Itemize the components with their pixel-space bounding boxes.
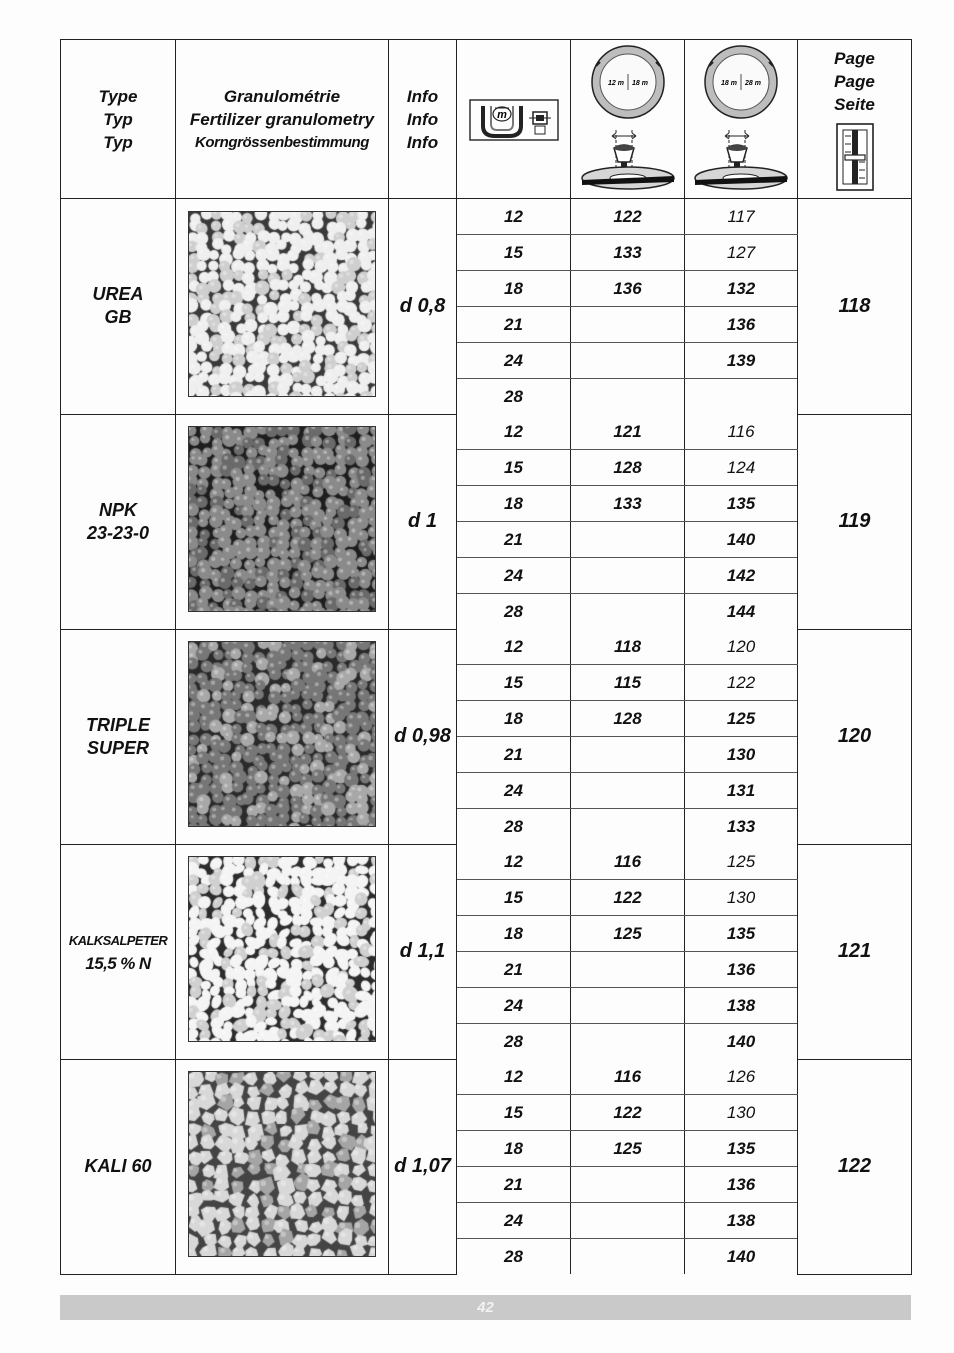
setting-disc-12-18-value: 122 <box>571 1095 685 1131</box>
granule-photo <box>188 856 376 1042</box>
setting-disc-12-18-value: 121 <box>571 414 685 450</box>
fertilizer-type-name: 15,5 % N <box>85 953 151 973</box>
page-number: 42 <box>477 1299 494 1316</box>
working-width-value: 18 <box>457 701 571 737</box>
granule-photo-cell <box>176 414 389 629</box>
working-width-value: 12 <box>457 629 571 665</box>
setting-disc-18-28-value: 130 <box>685 1095 798 1131</box>
setting-disc-18-28-value: 142 <box>685 558 798 594</box>
working-width-value: 28 <box>457 594 571 630</box>
setting-disc-12-18-value <box>571 1024 685 1060</box>
fertilizer-type-name: KALI 60 <box>84 1156 152 1176</box>
spreading-disc-18-28-icon <box>689 44 793 194</box>
granule-photo <box>188 211 376 397</box>
setting-disc-12-18-value <box>571 809 685 845</box>
setting-disc-12-18-value <box>571 1167 685 1203</box>
granule-photo-cell <box>176 1059 389 1274</box>
setting-disc-18-28-value: 126 <box>685 1059 798 1095</box>
setting-disc-12-18-value <box>571 379 685 415</box>
granule-photo-cell <box>176 199 389 415</box>
table-row <box>61 1059 912 1095</box>
setting-disc-12-18-value <box>571 1203 685 1239</box>
working-width-value: 24 <box>457 988 571 1024</box>
type-header: Type Typ Typ <box>61 40 176 199</box>
setting-disc-12-18-value <box>571 1239 685 1275</box>
disc-18-28-header <box>685 40 798 199</box>
setting-disc-18-28-value: 140 <box>685 1239 798 1275</box>
working-width-value: 15 <box>457 235 571 271</box>
table-row <box>61 844 912 880</box>
working-width-value: 21 <box>457 307 571 343</box>
setting-disc-18-28-value: 135 <box>685 916 798 952</box>
setting-disc-12-18-value: 118 <box>571 629 685 665</box>
page-reference: 120 <box>798 629 912 844</box>
page-reference: 119 <box>798 414 912 629</box>
fertilizer-type-cell <box>61 199 176 415</box>
working-width-value: 12 <box>457 1059 571 1095</box>
granule-size-info: d 0,8 <box>389 199 457 415</box>
fertilizer-type-name: 23-23-0 <box>86 522 150 543</box>
granule-photo <box>188 1071 376 1257</box>
fertilizer-type-name: SUPER <box>86 737 149 758</box>
granule-photo <box>188 641 376 827</box>
setting-disc-18-28-value: 120 <box>685 629 798 665</box>
info-header: Info Info Info <box>389 40 457 199</box>
setting-disc-18-28-value: 125 <box>685 844 798 880</box>
disc-12-18-header <box>571 40 685 199</box>
setting-disc-12-18-value: 125 <box>571 916 685 952</box>
fertilizer-setting-table <box>60 39 912 1275</box>
working-width-value: 15 <box>457 1095 571 1131</box>
setting-disc-12-18-value <box>571 558 685 594</box>
table-row <box>61 629 912 665</box>
setting-disc-12-18-value <box>571 594 685 630</box>
granule-size-info: d 1,07 <box>389 1059 457 1274</box>
setting-disc-12-18-value: 133 <box>571 486 685 522</box>
setting-disc-18-28-value: 144 <box>685 594 798 630</box>
table-body <box>61 199 912 1275</box>
setting-disc-18-28-value: 130 <box>685 737 798 773</box>
svg-text:12 m: 12 m <box>607 80 624 87</box>
page-footer <box>60 1295 911 1320</box>
page-reference: 118 <box>798 199 912 415</box>
setting-disc-18-28-value: 140 <box>685 522 798 558</box>
setting-disc-18-28-value: 117 <box>685 199 798 235</box>
working-width-value: 28 <box>457 1239 571 1275</box>
setting-disc-18-28-value: 132 <box>685 271 798 307</box>
setting-disc-12-18-value: 133 <box>571 235 685 271</box>
fertilizer-type-cell <box>61 1059 176 1274</box>
setting-disc-18-28-value: 122 <box>685 665 798 701</box>
fertilizer-type-cell <box>61 844 176 1059</box>
setting-disc-18-28-value: 133 <box>685 809 798 845</box>
working-width-value: 21 <box>457 737 571 773</box>
working-width-value: 18 <box>457 1131 571 1167</box>
setting-disc-18-28-value: 136 <box>685 952 798 988</box>
setting-disc-12-18-value: 116 <box>571 1059 685 1095</box>
fertilizer-type-cell <box>61 414 176 629</box>
setting-disc-18-28-value: 139 <box>685 343 798 379</box>
spreading-disc-12-18-icon <box>576 44 680 194</box>
working-width-value: 24 <box>457 1203 571 1239</box>
setting-disc-12-18-value <box>571 773 685 809</box>
setting-disc-18-28-value: 125 <box>685 701 798 737</box>
working-width-value: 24 <box>457 558 571 594</box>
setting-table-sheet <box>60 39 911 1266</box>
working-width-value: 18 <box>457 271 571 307</box>
setting-disc-18-28-value: 127 <box>685 235 798 271</box>
fertilizer-type-cell <box>61 629 176 844</box>
working-width-header <box>457 40 571 199</box>
page-reference: 122 <box>798 1059 912 1274</box>
svg-text:18 m: 18 m <box>631 80 648 87</box>
setting-disc-18-28-value: 136 <box>685 307 798 343</box>
granule-photo-cell <box>176 844 389 1059</box>
fertilizer-type-name: GB <box>104 307 132 328</box>
fertilizer-type-name: KALKSALPETER <box>68 932 168 948</box>
table-row <box>61 199 912 235</box>
granule-photo <box>188 426 376 612</box>
header-row <box>61 40 912 199</box>
working-width-value: 15 <box>457 880 571 916</box>
setting-disc-12-18-value <box>571 307 685 343</box>
setting-disc-18-28-value: 136 <box>685 1167 798 1203</box>
svg-text:18 m: 18 m <box>721 80 737 87</box>
working-width-value: 21 <box>457 1167 571 1203</box>
setting-disc-12-18-value: 128 <box>571 701 685 737</box>
setting-disc-12-18-value <box>571 988 685 1024</box>
setting-disc-12-18-value <box>571 522 685 558</box>
working-width-value: 28 <box>457 379 571 415</box>
working-width-value: 21 <box>457 952 571 988</box>
working-width-icon <box>469 94 559 144</box>
setting-disc-12-18-value: 116 <box>571 844 685 880</box>
working-width-value: 28 <box>457 809 571 845</box>
working-width-value: 15 <box>457 665 571 701</box>
granule-size-info: d 1 <box>389 414 457 629</box>
fertilizer-type-name: TRIPLE <box>85 714 150 735</box>
setting-disc-12-18-value <box>571 737 685 773</box>
working-width-value: 24 <box>457 343 571 379</box>
setting-disc-18-28-value: 124 <box>685 450 798 486</box>
setting-disc-18-28-value: 140 <box>685 1024 798 1060</box>
working-width-value: 18 <box>457 486 571 522</box>
setting-disc-12-18-value: 136 <box>571 271 685 307</box>
setting-disc-18-28-value: 135 <box>685 1131 798 1167</box>
page-header: Page Page Seite <box>798 40 912 199</box>
setting-disc-12-18-value: 115 <box>571 665 685 701</box>
setting-disc-18-28-value: 135 <box>685 486 798 522</box>
setting-disc-18-28-value: 130 <box>685 880 798 916</box>
working-width-value: 28 <box>457 1024 571 1060</box>
setting-disc-12-18-value <box>571 952 685 988</box>
page-reference: 121 <box>798 844 912 1059</box>
fertilizer-type-name: UREA <box>92 284 144 305</box>
working-width-value: 12 <box>457 414 571 450</box>
setting-disc-12-18-value: 125 <box>571 1131 685 1167</box>
setting-disc-18-28-value: 138 <box>685 1203 798 1239</box>
working-width-value: 15 <box>457 450 571 486</box>
setting-disc-12-18-value: 122 <box>571 880 685 916</box>
setting-disc-18-28-value: 116 <box>685 414 798 450</box>
fertilizer-type-name: NPK <box>98 499 137 520</box>
setting-disc-18-28-value <box>685 379 798 415</box>
table-row <box>61 414 912 450</box>
setting-disc-12-18-value <box>571 343 685 379</box>
setting-disc-18-28-value: 138 <box>685 988 798 1024</box>
setting-scale-icon <box>835 122 875 192</box>
granule-size-info: d 0,98 <box>389 629 457 844</box>
granulometry-header: Granulométrie Fertilizer granulometry Korngrössenbestimmung <box>176 40 389 199</box>
working-width-value: 24 <box>457 773 571 809</box>
setting-disc-12-18-value: 128 <box>571 450 685 486</box>
granule-size-info: d 1,1 <box>389 844 457 1059</box>
granule-photo-cell <box>176 629 389 844</box>
svg-text:28 m: 28 m <box>745 80 761 87</box>
svg-text:m: m <box>496 109 507 121</box>
working-width-value: 12 <box>457 199 571 235</box>
setting-disc-12-18-value: 122 <box>571 199 685 235</box>
working-width-value: 21 <box>457 522 571 558</box>
setting-disc-18-28-value: 131 <box>685 773 798 809</box>
working-width-value: 18 <box>457 916 571 952</box>
working-width-value: 12 <box>457 844 571 880</box>
